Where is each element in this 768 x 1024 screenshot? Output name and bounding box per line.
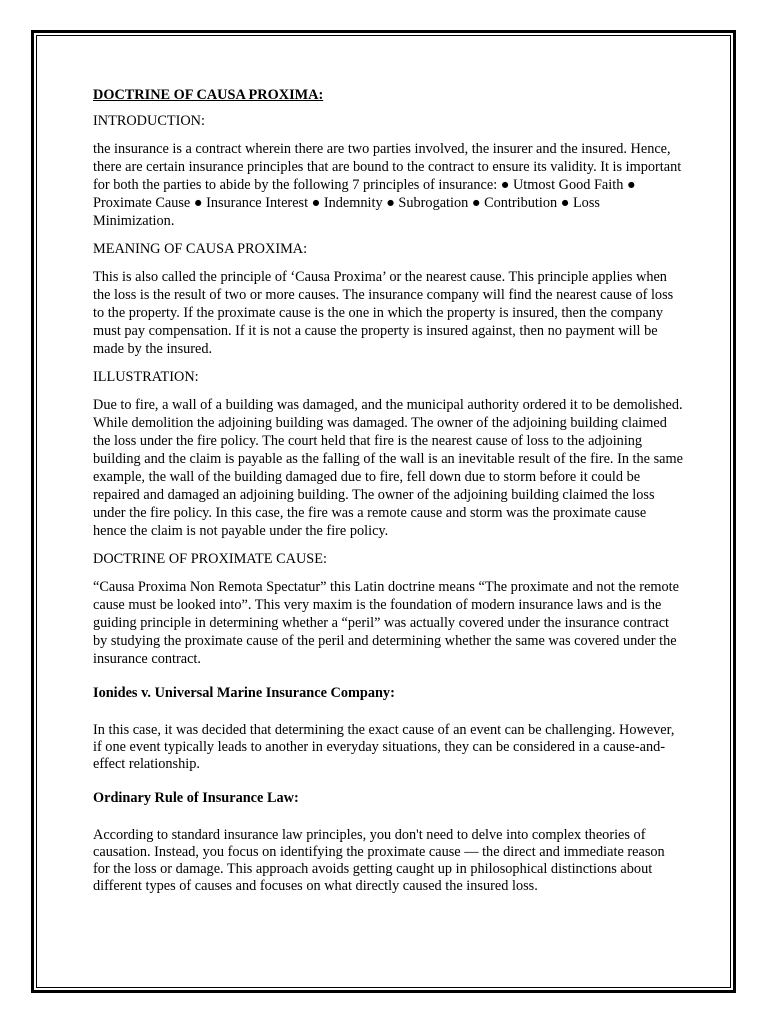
document-body <box>93 86 683 895</box>
illustration-paragraph: Due to fire, a wall of a building was damaged, and the municipal authority ordered it to be demolished. While demolition the adjoining building was damaged. The owner of the adjoining building claimed the loss under the fire policy. The court held that fire is the nearest cause of loss to the adjoining building and the claim is payable as the falling of the wall is an inevitable result of the fire. In the same example, the wall of the building damaged due to fire, fell down due to storm before it could be repaired and damaged an adjoining building. The owner of the adjoining building claimed the loss under the fire policy. In this case, the fire was a remote cause and storm was the proximate cause hence the claim is not payable under the fire policy. <box>93 397 683 539</box>
illustration-heading: ILLUSTRATION: <box>93 369 199 385</box>
meaning-heading: MEANING OF CAUSA PROXIMA: <box>93 241 308 257</box>
doctrine-paragraph: “Causa Proxima Non Remota Spectatur” this Latin doctrine means “The proximate and not the remote cause must be looked into”. This very maxim is the foundation of modern insurance laws and is the guiding principle in determining whether a “peril” was actually covered under the insurance contract by studying the proximate cause of the peril and determining whether the same was covered under the insurance contract. <box>93 579 679 667</box>
ordinary-rule-paragraph: According to standard insurance law principles, you don't need to delve into complex theories of causation. Instead, you focus on identifying the proximate cause — the direct and immediate reason for the loss or damage. This approach avoids getting caught up in philosophical distinctions about different types of causes and focuses on what directly caused the insured loss. <box>93 827 665 894</box>
meaning-paragraph: This is also called the principle of ‘Causa Proxima’ or the nearest cause. This principle applies when the loss is the result of two or more causes. The insurance company will find the nearest cause of loss to the property. If the proximate cause is the one in which the property is insured, then the company must pay compensation. If it is not a cause the property is insured against, then no payment will be made by the insured. <box>93 269 674 357</box>
introduction-paragraph: the insurance is a contract wherein there are two parties involved, the insurer and the insured. Hence, there are certain insurance principles that are bound to the contract to ensure its validity. It is important for both the parties to abide by the following 7 principles of insurance: ● Utmost Good Faith ● Proximate Cause ● Insurance Interest ● Indemnity ● Subrogation ● Contribution ● Loss Minimization. <box>93 141 682 229</box>
ionides-case-heading: Ionides v. Universal Marine Insurance Company: <box>93 685 395 701</box>
introduction-heading: INTRODUCTION: <box>93 113 205 129</box>
ionides-paragraph: In this case, it was decided that determining the exact cause of an event can be challenging. However, if one event typically leads to another in everyday situations, they can be considered in a cause-and-effect relationship. <box>93 722 675 772</box>
document-title: DOCTRINE OF CAUSA PROXIMA: <box>93 87 324 103</box>
doctrine-heading: DOCTRINE OF PROXIMATE CAUSE: <box>93 551 327 567</box>
ordinary-rule-heading: Ordinary Rule of Insurance Law: <box>93 790 299 806</box>
